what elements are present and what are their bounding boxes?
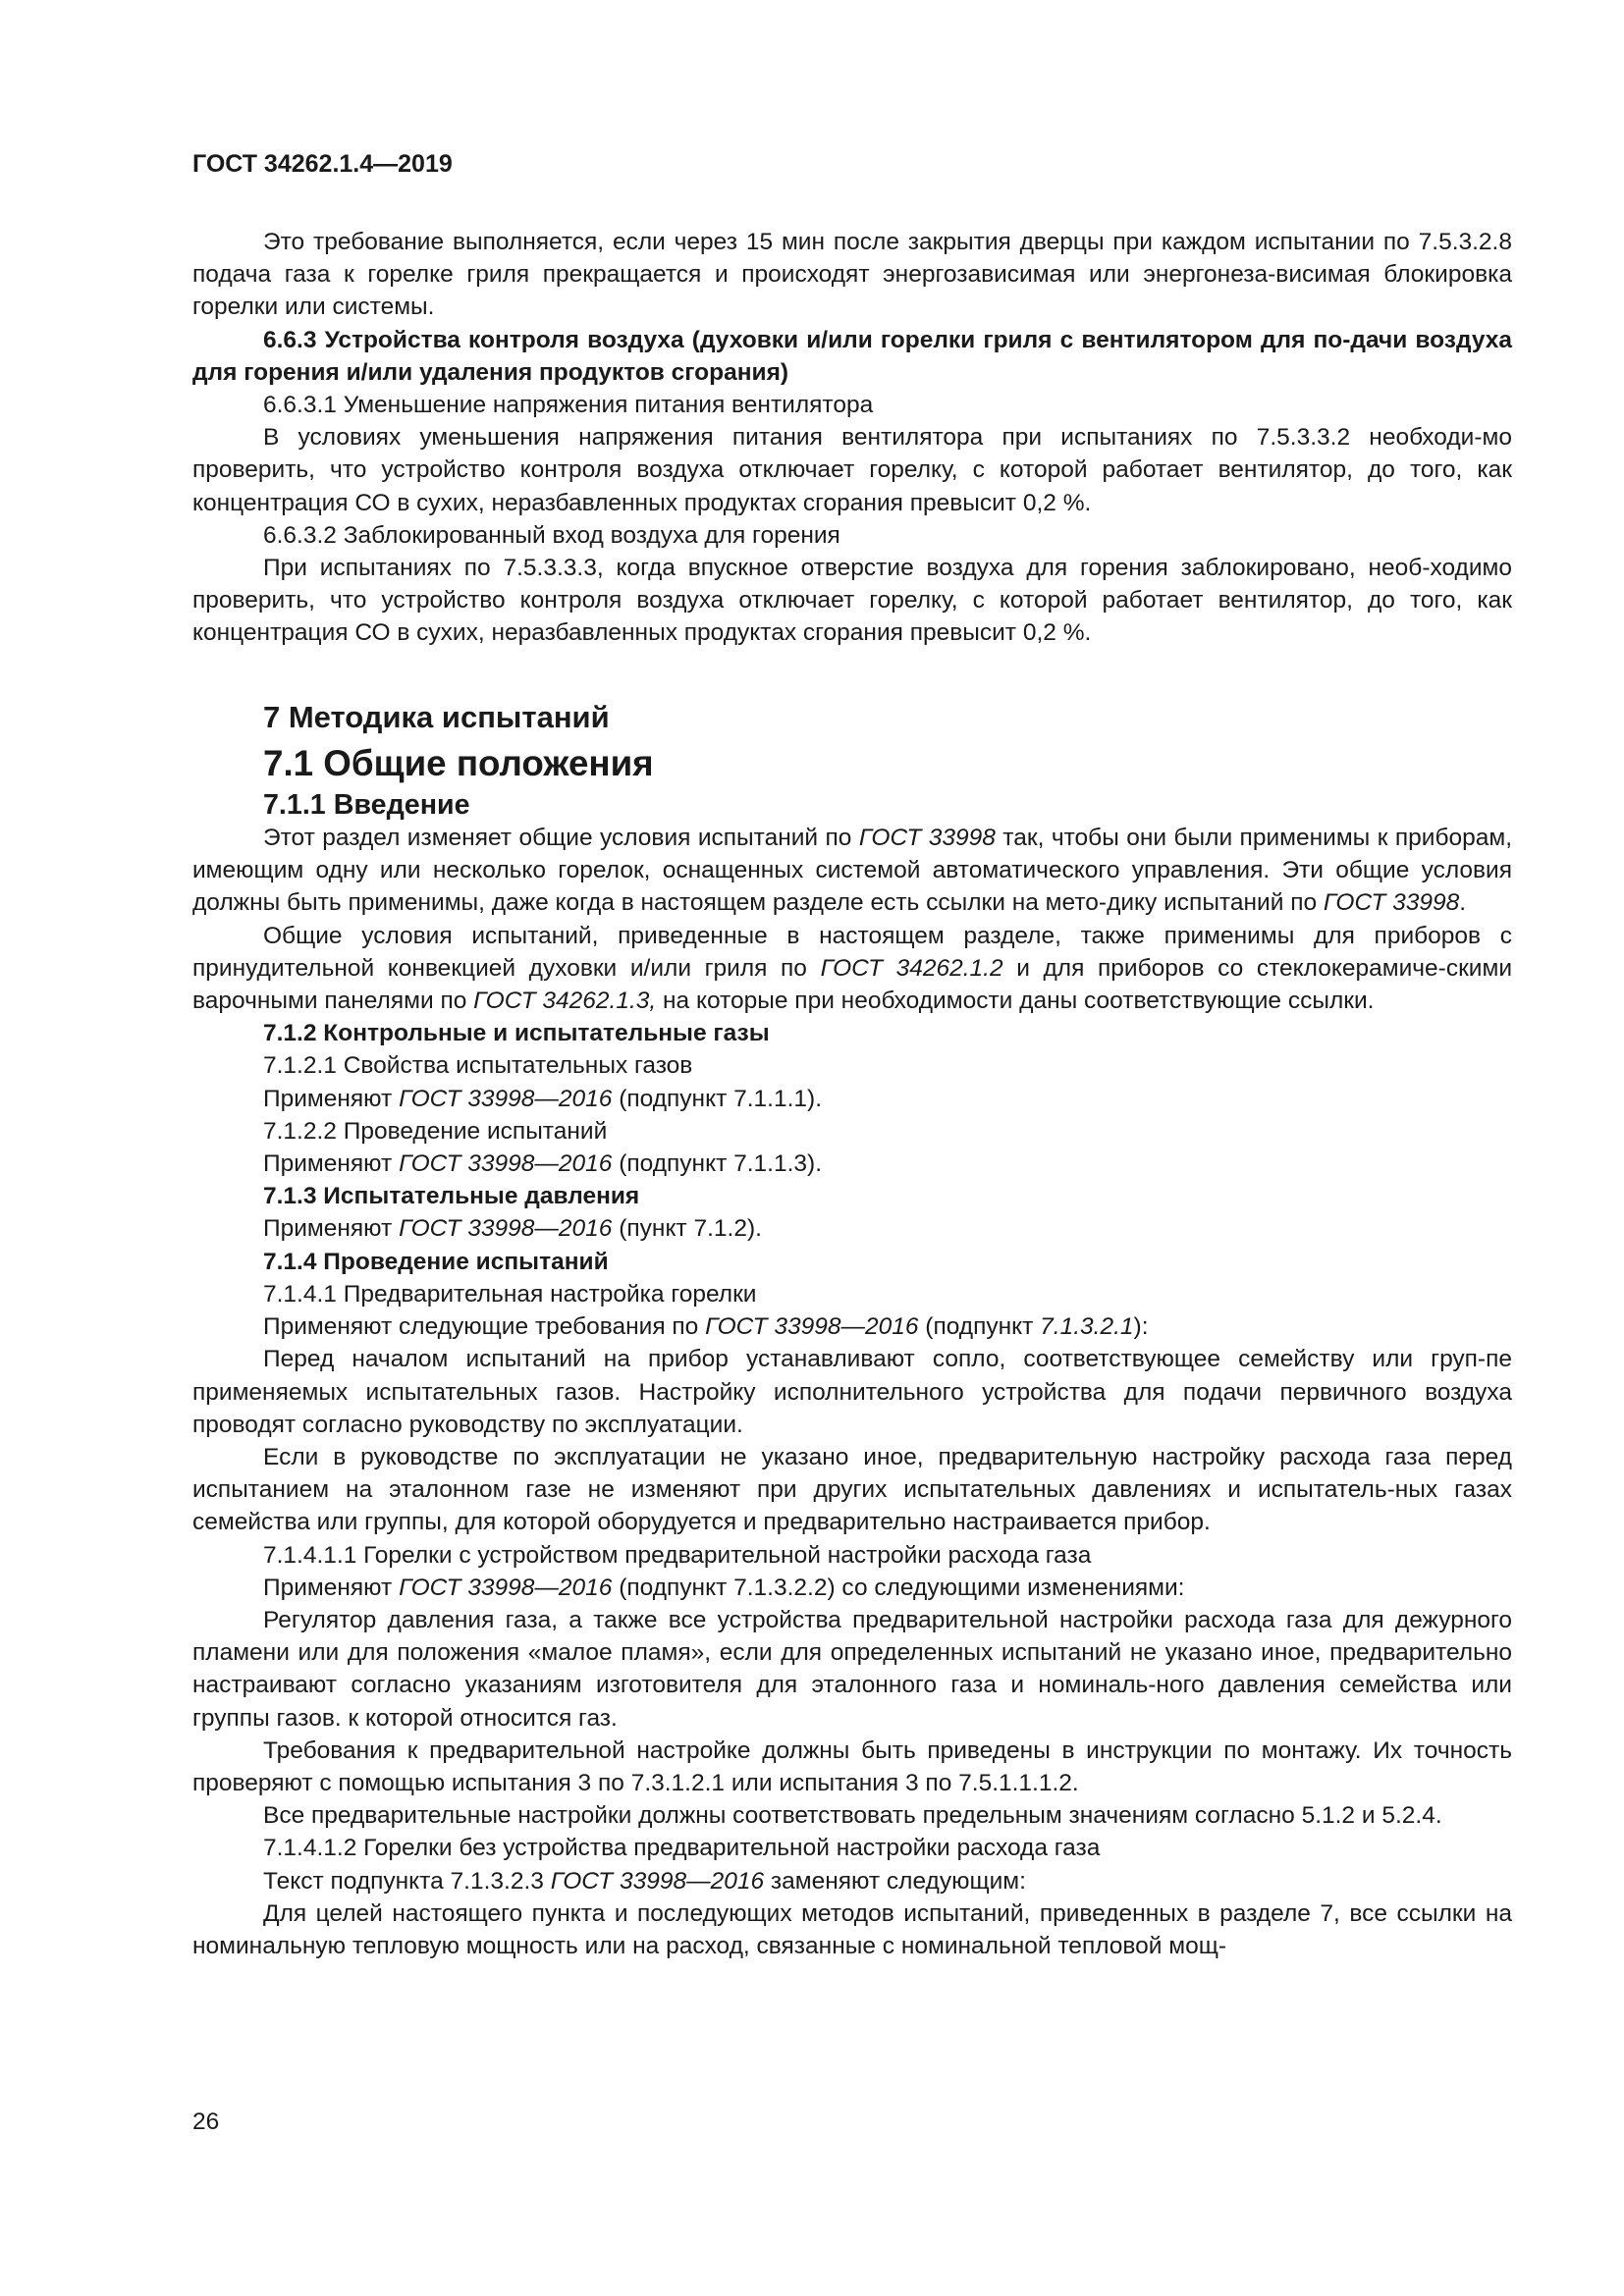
text-line: (подпункт 7.1.1.1).: [619, 1085, 823, 1112]
clause-title-6-6-3: [192, 324, 1512, 389]
text-line: иное, предварительно настраивают согласно указаниям изготовителя для эталонного газа и номиналь-: [192, 1639, 1513, 1699]
clause-title-7-1-2: [192, 1017, 1512, 1049]
text-line: ных газах семейства или группы, для которой оборудуется и предварительно настраивается прибор.: [192, 1476, 1512, 1536]
text-line: Применяют: [263, 1085, 393, 1112]
standard-reference: ГОСТ 33998—2016: [399, 1150, 613, 1178]
subclause-title: [192, 389, 1512, 421]
text-line: (подпункт 7.1.3.2.2) со следующими изменениями:: [619, 1574, 1185, 1601]
text-line: скими варочными панелями по: [192, 954, 1513, 1015]
text-line: так, чтобы они были применимы к: [1002, 825, 1388, 852]
text-line: Если в руководстве по эксплуатации не указано иное, предварительную настройку расхода газа: [263, 1443, 1432, 1470]
text-line: В условиях уменьшения напряжения питания вентилятора при испытаниях по 7.5.3.3.2 необходи-: [263, 424, 1483, 452]
text-line: (подпункт 7.1.1.3).: [619, 1150, 823, 1178]
paragraph: [192, 1799, 1512, 1832]
text-line: Этот раздел изменяет общие условия испытаний по: [263, 825, 852, 852]
paragraph: [192, 822, 1512, 920]
page-number: 26: [192, 2109, 220, 2135]
paragraph: [192, 1212, 1512, 1245]
text-line: висимая блокировка горелки или системы.: [192, 261, 1512, 321]
paragraph: [192, 1604, 1512, 1735]
section-title-7: 7 Методика испытаний: [263, 699, 610, 734]
paragraph: [192, 1343, 1512, 1441]
text-line: Применяют следующие требования по: [263, 1313, 699, 1341]
text-line: приборам, имеющим одну или несколько горелок, оснащенных системой автоматического управления.: [192, 825, 1512, 884]
text-line: дику испытаний по: [1107, 889, 1318, 917]
text-line: Применяют: [263, 1215, 393, 1243]
standard-reference: ГОСТ 33998: [1323, 889, 1460, 917]
text-line: Для целей настоящего пункта и последующих методов испытаний, приведенных в разделе 7, все: [263, 1899, 1387, 1927]
text-line: ходимо проверить, что устройство контроля воздуха отключает горелку, с которой работает вентилятор,: [192, 555, 1512, 614]
text-line: Это требование выполняется, если через 15 мин после закрытия дверцы при каждом испытании: [263, 229, 1376, 255]
text-line: Эти общие условия должны быть применимы, даже когда в настоящем разделе есть ссылки на мето-: [192, 857, 1513, 917]
section-title-7-1-1: 7.1.1 Введение: [263, 788, 470, 821]
standard-reference: ГОСТ 33998—2016: [399, 1085, 613, 1112]
subclause-title: [192, 1539, 1512, 1572]
text-line: 7.1.4.1.2 Горелки без устройства предварительной настройки расхода газа: [263, 1835, 1101, 1862]
text-line: Текст подпункта 7.1.3.2.3: [263, 1867, 544, 1895]
text-line: Общие условия испытаний, приведенные в настоящем разделе, также применимы для приборов с: [263, 922, 1512, 949]
text-line: ного давления семейства или группы газов. к которой относится газ.: [192, 1672, 1512, 1732]
paragraph: [192, 1572, 1512, 1604]
standard-reference: ГОСТ 33998—2016: [399, 1574, 613, 1601]
text-line: 6.6.3.1 Уменьшение напряжения питания вентилятора: [263, 392, 874, 419]
text-line: 7.1.4.1 Предварительная настройка горелки: [263, 1280, 757, 1308]
text-line: Все предварительные настройки должны соответствовать предельным значениям согласно 5.1.2: [263, 1802, 1356, 1830]
paragraph: [192, 1310, 1512, 1343]
text-line: 7.1.2.1 Свойства испытательных газов: [263, 1052, 693, 1080]
subclause-title: [192, 1049, 1512, 1082]
standard-reference: ГОСТ 34262.1.2: [820, 954, 1003, 982]
paragraph: [192, 1865, 1512, 1897]
text-line: 6.6.3 Устройства контроля воздуха (духовки и/или горелки гриля с вентилятором для по-: [263, 326, 1351, 353]
text-line: Регулятор давления газа, а также все устройства предварительной настройки расхода газа для: [263, 1606, 1384, 1633]
text-line: до того, как концентрация СО в сухих, неразбавленных продуктах сгорания превысит 0,2 %.: [192, 587, 1512, 647]
subclause-title: [192, 1115, 1512, 1148]
text-line: Применяют: [263, 1150, 393, 1178]
text-line: воздуха проводят согласно руководству по эксплуатации.: [192, 1378, 1512, 1438]
text-line: точность проверяют с помощью испытания 3 по 7.3.1.2.1 или испытания 3 по 7.5.1.1.1.2.: [192, 1736, 1512, 1796]
subclause-title: [192, 1832, 1512, 1864]
clause-title-7-1-3: [192, 1180, 1512, 1212]
text-line: При испытаниях по 7.5.3.3.3, когда впускное отверстие воздуха для горения заблокировано, необ-: [263, 555, 1431, 582]
text-line: Перед началом испытаний на прибор устанавливают сопло, соответствующее семейству или груп-: [263, 1346, 1487, 1373]
paragraph: [192, 920, 1512, 1018]
text-line: по 7.5.3.2.8 подача газа к горелке гриля прекращается и происходят энергозависимая или энергонеза-: [192, 229, 1512, 289]
clause-reference: 7.1.3.2.1: [1040, 1313, 1134, 1341]
text-line: .: [1459, 889, 1467, 917]
text-line: и 5.2.4.: [1361, 1802, 1442, 1830]
text-line: Требования к предварительной настройке должны быть приведены в инструкции по монтажу. Их: [263, 1736, 1403, 1764]
text-line: 6.6.3.2 Заблокированный вход воздуха для горения: [263, 521, 840, 549]
text-line: мо проверить, что устройство контроля воздуха отключает горелку, с которой работает вентилятор, до: [192, 424, 1512, 484]
paragraph: [192, 1148, 1512, 1180]
standard-reference: ГОСТ 34262.1.3,: [473, 988, 657, 1015]
text-line: на которые при необходимости даны соответствующие: [663, 988, 1282, 1015]
text-line: ):: [1133, 1313, 1149, 1341]
text-line: 7.1.3 Испытательные давления: [263, 1183, 640, 1210]
document-header: ГОСТ 34262.1.4—2019: [192, 150, 453, 178]
text-line: 7.1.4 Проведение испытаний: [263, 1248, 609, 1275]
text-line: (подпункт: [925, 1313, 1034, 1341]
document-body: [192, 226, 1512, 1962]
text-line: пе применяемых испытательных газов. Настройку исполнительного устройства для подачи первичного: [192, 1346, 1512, 1406]
text-line: дежурного пламени или для положения «малое пламя», если для определенных испытаний не указано: [192, 1606, 1512, 1667]
text-line: и для приборов со стеклокерамиче-: [1016, 954, 1446, 982]
paragraph: [192, 552, 1512, 650]
clause-title-7-1-4: [192, 1246, 1512, 1278]
paragraph: [192, 1897, 1512, 1962]
text-line: ссылки на номинальную тепловую мощность или на расход, связанные с номинальной тепловой мощ-: [192, 1899, 1513, 1959]
text-line: принудительной конвекцией духовки и/или гриля по: [192, 954, 807, 982]
subclause-title: [192, 519, 1512, 552]
text-line: Применяют: [263, 1574, 393, 1601]
standard-reference: ГОСТ 33998—2016: [399, 1215, 613, 1243]
paragraph: [192, 1083, 1512, 1115]
text-line: 7.1.2 Контрольные и испытательные газы: [263, 1020, 770, 1047]
paragraph: [192, 226, 1512, 324]
text-line: 7.1.4.1.1 Горелки с устройством предварительной настройки расхода газа: [263, 1541, 1092, 1569]
subclause-title: [192, 1278, 1512, 1310]
standard-reference: ГОСТ 33998—2016: [550, 1867, 765, 1895]
paragraph: [192, 1441, 1512, 1539]
text-line: (пункт 7.1.2).: [619, 1215, 762, 1243]
text-line: того, как концентрация СО в сухих, неразбавленных продуктах сгорания превысит 0,2 %.: [192, 456, 1512, 516]
text-line: перед испытанием на эталонном газе не изменяют при других испытательных давлениях и испытатель-: [192, 1443, 1512, 1504]
text-line: 7.1.2.2 Проведение испытаний: [263, 1117, 608, 1145]
standard-reference: ГОСТ 33998—2016: [705, 1313, 919, 1341]
paragraph: [192, 421, 1512, 519]
paragraph: [192, 1735, 1512, 1799]
section-title-7-1: 7.1 Общие положения: [263, 742, 654, 783]
standard-reference: ГОСТ 33998: [858, 825, 996, 852]
text-line: ссылки.: [1287, 988, 1375, 1015]
text-line: заменяют следующим:: [770, 1867, 1026, 1895]
text-line: дачи воздуха для горения и/или удаления продуктов сгорания): [192, 326, 1512, 386]
